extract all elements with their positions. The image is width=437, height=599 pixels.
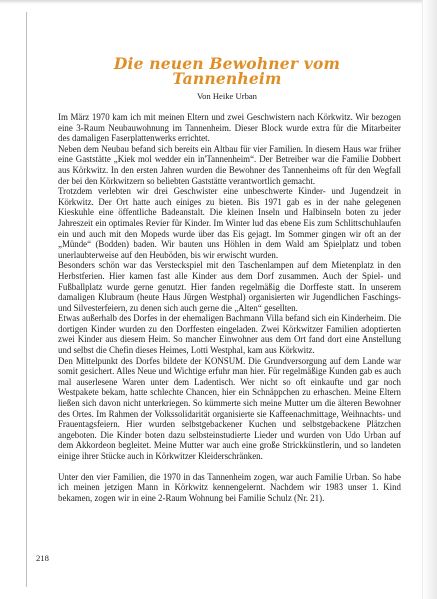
left-margin-rule: [26, 12, 27, 587]
title-line-1: Die neuen Bewohner vom: [113, 54, 341, 73]
paragraph: Im März 1970 kam ich mit meinen Eltern und zwei Geschwistern nach Körkwitz. Wir bezogen eine 3-Raum Neubauwohnung im Tannenheim. Dieser Block wurde extra für die Mitarbeiter des damaligen Faserplattenwerks errichtet.: [58, 112, 401, 144]
page-number: 218: [36, 553, 49, 563]
paragraph: Besonders schön war das Versteckspiel mit den Taschenlampen auf dem Mietenplatz in den Herbstferien. Hier kamen fast alle Kinder aus dem Dorf zusammen. Auch der Spiel- und Fußballplatz wurde gerne genutzt. Hier fanden regelmäßig die Dorffeste statt. In unserem damaligen Klubraum (heute Haus Jürgen Westphal) organisierten wir Jugendlichen Faschings- und Silvesterfeiern, zu denen sich auch gerne die „Alten“ gesellten.: [58, 260, 401, 313]
page-top-edge: [0, 0, 437, 4]
article-title: [60, 56, 394, 86]
page-right-edge: [422, 0, 437, 599]
title-line-2: Tannenheim: [172, 69, 282, 88]
article-body: [58, 112, 401, 503]
paragraph: Unter den vier Familien, die 1970 in das Tannenheim zogen, war auch Familie Urban. So habe ich meinen jetzigen Mann in Körkwitz kennengelernt. Nachdem wir 1983 unser 1. Kind bekamen, zogen wir in eine 2-Raum Wohnung bei Familie Schulz (Nr. 21).: [58, 471, 401, 503]
paragraph: Etwas außerhalb des Dorfes in der ehemaligen Bachmann Villa befand sich ein Kinderheim. Die dortigen Kinder wurden zu den Dorffesten eingeladen. Zwei Körkwitzer Familien adoptierten zwei Kinder aus diesem Heim. So mancher Einwohner aus dem Ort fand dort eine Anstellung und selbst die Chefin dieses Heimes, Lotti Westphal, kam aus Körkwitz.: [58, 313, 401, 356]
paragraph: Den Mittelpunkt des Dorfes bildete der KONSUM. Die Grundversorgung auf dem Lande war somit gesichert. Alles Neue und Wichtige erfuhr man hier. Für regelmäßige Kunden gab es auch mal auserlesene Waren unter dem Ladentisch. Wer nicht so oft einkaufte und gar noch Westpakete bekam, hatte schlechte Chancen, hier ein Schnäppchen zu erhaschen. Meine Eltern ließen sich davon nicht unterkriegen. So kümmerte sich meine Mutter um die älteren Bewohner des Ortes. Im Rahmen der Volkssolidarität organisierte sie Kaffeenachmittage, Weihnachts- und Frauentagsfeiern. Hier wurden selbstgebackener Kuchen und selbstgebackene Plätzchen angeboten. Die Kinder boten dazu selbsteinstudierte Lieder und wurden von Udo Urban auf dem Akkordeon begleitet. Meine Mutter war auch eine große Strickkünstlerin, und so landeten einige ihrer Stücke auch in Körkwitzer Kleiderschränken.: [58, 355, 401, 461]
paragraph: Neben dem Neubau befand sich bereits ein Altbau für vier Familien. In diesem Haus war früher eine Gaststätte „Kiek mol wedder ein in'Tannenheim“. Der Betreiber war die Familie Dobbert aus Körkwitz. In den ersten Jahren wurden die Bewohner des Tannenheims oft für den Wegfall der bei den Körkwitzern so beliebten Gaststätte verantwortlich gemacht.: [58, 143, 401, 186]
article-author: Von Heike Urban: [197, 91, 257, 101]
paragraph: Trotzdem verlebten wir drei Geschwister eine unbeschwerte Kinder- und Jugendzeit in Körkwitz. Der Ort hatte auch einiges zu bieten. Bis 1971 gab es in der nahe gelegenen Kieskuhle eine öffentliche Badeanstalt. Die kleinen Inseln und Halbinseln boten zu jeder Jahreszeit ein optimales Revier für Kinder. Im Winter lud das ebene Eis zum Schlittschuhlaufen ein und auch mit den Mopeds wurde über das Eis gejagt. Im Sommer gingen wir oft an der „Münde“ (Bodden) baden. Wir bauten uns Höhlen in dem Wald am Spielplatz und toben unerlaubterweise auf den Heuböden, bis wir erwischt wurden.: [58, 186, 401, 260]
